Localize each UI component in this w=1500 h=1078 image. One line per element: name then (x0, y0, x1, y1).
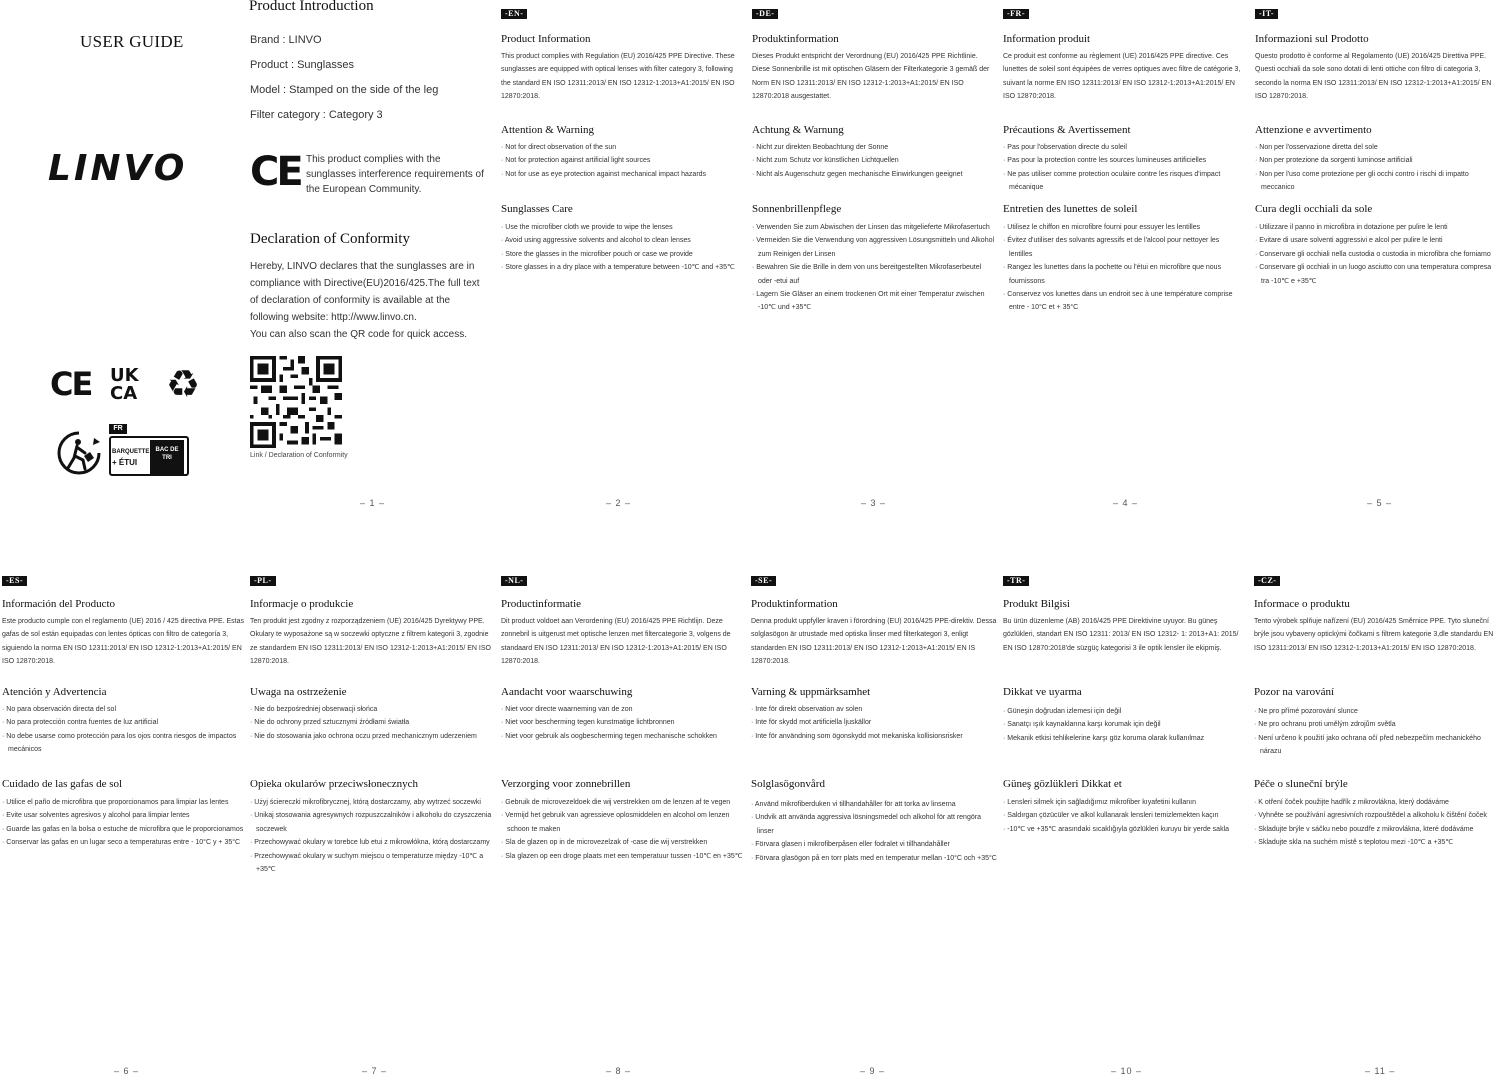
section-title: Cura degli occhiali da sole (1255, 203, 1373, 215)
section-title: Entretien des lunettes de soleil (1003, 203, 1138, 215)
page-number: – 5 – (1367, 498, 1393, 508)
list-item: · Verwenden Sie zum Abwischen der Linsen das mitgelieferte Mikrofasertuch (752, 224, 990, 231)
declaration-qr-hint: You can also scan the QR code for quick access. (250, 329, 467, 340)
page-tr (1003, 570, 1243, 833)
list-item: · Unikaj stosowania agresywnych rozpuszczalników i alkoholu do czyszczenia soczewek (250, 812, 492, 833)
brand-line: Brand : LINVO (250, 34, 322, 46)
list-item: · Guarde las gafas en la bolsa o estuche de microfibra que le proporcionamos (2, 825, 244, 833)
ce-icon: CE (250, 149, 301, 195)
page-number: – 11 – (1365, 1066, 1396, 1076)
language-tag: -ES- (2, 576, 27, 586)
section-title: Précautions & Avertissement (1003, 124, 1131, 136)
filter-category-line: Filter category : Category 3 (250, 109, 383, 121)
care-list (250, 796, 492, 876)
list-item: · Inte för användning som ögonskydd mot mekaniska kollisionsrisker (751, 732, 963, 740)
section-body: Ten produkt jest zgodny z rozporządzeniem (UE) 2016/425 Dyrektywy PPE. Okulary te wyposażone są w soczewki optyczne z filtrem kategorii 3, zgodnie ze standardem EN ISO 12311:2013/ EN ISO 12312-1:2013+A1:2015/ EN ISO 12870:2018. (250, 618, 491, 666)
list-item: · Not for direct observation of the sun (501, 144, 617, 151)
list-item: · Nie do ochrony przed sztucznymi źródłami światła (250, 719, 410, 727)
language-tag: -DE- (752, 9, 778, 19)
list-item: · Conservez vos lunettes dans un endroit sec à une température comprise entre - 10°C et + 35°C (1003, 291, 1233, 312)
language-tag: -CZ- (1254, 576, 1280, 586)
page-se (751, 570, 997, 862)
language-tag: -PL- (250, 576, 276, 586)
page-number: – 8 – (606, 1066, 632, 1076)
care-list (501, 221, 741, 275)
page-number: – 3 – (861, 498, 887, 508)
list-item: · Skladujte skla na suchém místě s teplotou mezi -10℃ a +35℃ (1254, 839, 1454, 847)
list-item: · Conservare gli occhiali nella custodia o custodia in microfibra che forniamo (1255, 250, 1491, 258)
warning-list (250, 703, 492, 743)
section-title: Achtung & Warnung (752, 124, 844, 136)
section-title: Péče o sluneční brýle (1254, 778, 1348, 790)
model-line: Model : Stamped on the side of the leg (250, 84, 439, 96)
section-body: This product complies with Regulation (EU) 2016/425 PPE Directive. These sunglasses are equipped with optical lenses with filter category 3, following the standard EN ISO 12311:2013/ EN ISO 12312-1:2013+A1:2015/ EN ISO 12870:2018. (501, 53, 735, 101)
language-tag: -EN- (501, 9, 527, 19)
warning-list (1003, 705, 1243, 745)
warning-list (1003, 141, 1243, 195)
product-introduction-title: Product Introduction (249, 0, 374, 14)
section-title: Produkt Bilgisi (1003, 598, 1070, 610)
list-item: · Pas pour la protection contre les sources lumineuses artificielles (1003, 157, 1207, 165)
section-title: Aandacht voor waarschuwing (501, 686, 633, 698)
page-number: – 9 – (860, 1066, 886, 1076)
list-item: · Använd mikrofiberduken vi tillhandahåller för att torka av linserna (751, 801, 956, 808)
section-body: Este producto cumple con el reglamento (UE) 2016 / 425 directiva PPE. Estas gafas de sol están equipadas con lentes ópticas con filtro de categoría 3, siguiendo la norma EN ISO 12311:2013/ EN ISO 12312-1:2013+A1:2015/ EN ISO 12870:2018. (2, 618, 245, 666)
list-item: · Rangez les lunettes dans la pochette ou l'étui en microfibre que nous fournissons (1003, 264, 1222, 285)
page-number: – 6 – (114, 1066, 140, 1076)
list-item: · Nie do stosowania jako ochrona oczu przed mechanicznym uderzeniem (250, 732, 477, 740)
section-body: Denna produkt uppfyller kraven i förordning (EU) 2016/425 PPE-direktiv. Dessa solglasögon är utrustade med optiska linser med filterkategori 3, enligt standarden EN ISO 12311:2013/ EN ISO 12312-1:2013+A1:2015/ EN IS 12870:2018. (751, 618, 997, 666)
section-title: Uwaga na ostrzeżenie (250, 686, 347, 698)
list-item: · Store glasses in a dry place with a temperature between -10℃ and +35℃ (501, 264, 735, 272)
warning-list (2, 703, 244, 757)
section-title: Attention & Warning (501, 124, 595, 136)
list-item: · Skladujte brýle v sáčku nebo pouzdře z mikrovlákna, které dodáváme (1254, 825, 1474, 833)
section-title: Informazioni sul Prodotto (1255, 33, 1369, 45)
list-item: · Ne pro přímé pozorování slunce (1254, 708, 1358, 715)
list-item: · Güneşin doğrudan izlemesi için değil (1003, 708, 1122, 715)
section-title: Cuidado de las gafas de sol (2, 778, 123, 790)
warning-list (501, 141, 741, 181)
list-item: · Nie do bezpośredniej obserwacji słońca (250, 706, 378, 713)
ukca-mark-icon (110, 367, 139, 403)
list-item: · Vermijd het gebruik van agressieve oplosmiddelen en alcohol om lenzen schoon te maken (501, 812, 730, 833)
list-item: · No para observación directa del sol (2, 706, 117, 713)
list-item: · No para protección contra fuentes de luz artificial (2, 719, 159, 727)
section-title: Opieka okularów przeciwsłonecznych (250, 778, 418, 790)
product-line: Product : Sunglasses (250, 59, 354, 71)
list-item: · Utilizzare il panno in microfibra in dotazione per pulire le lenti (1255, 224, 1448, 231)
list-item: · Avoid using aggressive solvents and alcohol to clean lenses (501, 237, 691, 245)
section-title: Produktinformation (751, 598, 838, 610)
care-list (1255, 221, 1497, 288)
page-en (501, 3, 741, 272)
user-guide-title: USER GUIDE (80, 32, 184, 51)
list-item: · Not for protection against artificial light sources (501, 157, 651, 165)
list-item: · Przechowywać okulary w torebce lub etui z mikrowłókna, którą dostarczamy (250, 839, 490, 847)
list-item: · Sla glazen op een droge plaats met een temperatuur tussen -10℃ en +35℃ (501, 852, 743, 860)
ukca-line-2: CA (110, 383, 138, 404)
language-tag: -IT- (1255, 9, 1278, 19)
section-title: Varning & uppmärksamhet (751, 686, 871, 698)
list-item: · Förvara glasen i mikrofiberpåsen eller fodralet vi tillhandahåller (751, 841, 950, 849)
page-nl (501, 570, 743, 860)
section-body: Ce produit est conforme au règlement (UE) 2016/425 PPE directive. Ces lunettes de soleil sont équipées de verres optiques avec filtre de catégorie 3, suivant la norme EN ISO 12311:2013/ EN ISO 12312-1:2013+A1:2015/ EN ISO 12870:2018. (1003, 53, 1241, 101)
list-item: · Conservar las gafas en un lugar seco a temperaturas entre - 10°C y + 35°C (2, 839, 241, 847)
section-body: Bu ürün düzenleme (AB) 2016/425 PPE Direktivine uyuyor. Bu güneş gözlükleri, standart EN ISO 12311: 2013/ EN ISO 12312- 1: 2013+A1: 2015/ EN ISO 12870:2018'de süzgüç kategorisi 3 ile optik lensler ile ekipmiş. (1003, 618, 1239, 652)
list-item: · Gebruik de microvezeldoek die wij verstrekken om de lenzen af te vegen (501, 799, 731, 806)
section-title: Informacje o produkcie (250, 598, 354, 610)
language-tag: -NL- (501, 576, 527, 586)
list-item: · K otření čoček použijte hadřík z mikrovlákna, který dodáváme (1254, 799, 1449, 806)
list-item: · Użyj ściereczki mikrofibrycznej, którą dostarczamy, aby wytrzeć soczewki (250, 799, 481, 806)
section-title: Informace o produktu (1254, 598, 1350, 610)
list-item: · Utilisez le chiffon en microfibre fourni pour essuyer les lentilles (1003, 224, 1201, 231)
list-item: · Store the glasses in the microfiber pouch or case we provide (501, 250, 693, 258)
list-item: · Niet voor gebruik als oogbescherming tegen mechanische schokken (501, 732, 717, 740)
list-item: · Przechowywać okulary w suchym miejscu o temperaturze między -10℃ a +35℃ (250, 852, 484, 874)
list-item: · No debe usarse como protección para los ojos contra riesgos de impactos mecánicos (2, 732, 237, 754)
declaration-text: Hereby, LINVO declares that the sunglasses are in compliance with Directive(EU)2016/425.The full text of declaration of conformity is available at the following website: http://www.linvo.cn. (250, 261, 480, 323)
triman-icon (56, 430, 102, 476)
section-body: Dit product voldoet aan Verordening (EU) 2016/425 PPE Richtlijn. Deze zonnebril is uitgerust met optische lenzen met filtercategorie 3, volgens de standaard EN ISO 12311:2013/ EN ISO 12312-1:2013+A1:2015/ EN ISO 12870:2018. (501, 618, 731, 666)
list-item: · Lagern Sie Gläser an einem trockenen Ort mit einer Temperatur zwischen -10℃ und +35℃ (752, 291, 985, 312)
list-item: · Non per l'osservazione diretta del sole (1255, 144, 1378, 151)
list-item: · Pas pour l'observation directe du soleil (1003, 144, 1127, 151)
section-title: Solglasögonvård (751, 778, 825, 790)
list-item: · Vermeiden Sie die Verwendung von aggressiven Lösungsmitteln und Alkohol zum Reinigen der Linsen (752, 237, 995, 258)
fr-badge-tag: FR (109, 424, 127, 434)
page-number: – 4 – (1113, 498, 1139, 508)
section-title: Productinformatie (501, 598, 582, 610)
section-title: Sunglasses Care (501, 203, 573, 215)
page-fr (1003, 3, 1243, 312)
page-pl (250, 570, 492, 874)
section-title: Verzorging voor zonnebrillen (501, 778, 631, 790)
care-list (1003, 796, 1243, 836)
care-list (501, 796, 745, 863)
declaration-title: Declaration of Conformity (250, 231, 410, 247)
qr-caption: Link / Declaration of Conformity (250, 452, 348, 459)
language-tag: -FR- (1003, 9, 1029, 19)
care-list (2, 796, 248, 850)
list-item: · Vyhněte se používání agresivních rozpouštědel a alkoholu k čištění čoček (1254, 812, 1487, 820)
section-title: Information produit (1003, 33, 1091, 45)
list-item: · Evite usar solventes agresivos y alcohol para limpiar lentes (2, 812, 190, 820)
page-number: – 7 – (362, 1066, 388, 1076)
list-item: · Není určeno k použití jako ochrana očí před nebezpečím mechanického nárazu (1254, 734, 1481, 756)
ce-compliance-text: This product complies with the sunglasses interference requirements of the European Community. (306, 154, 484, 195)
warning-list (751, 703, 997, 743)
qr-code-icon[interactable] (250, 356, 342, 448)
section-title: Güneş gözlükleri Dikkat et (1003, 778, 1122, 790)
page-it (1255, 3, 1497, 285)
care-list (751, 798, 997, 865)
list-item: · Ne pro ochranu proti umělým zdrojům světla (1254, 721, 1396, 729)
page-number: – 1 – (360, 498, 386, 508)
warning-list (1254, 705, 1498, 759)
list-item: · Inte för direkt observation av solen (751, 706, 863, 713)
list-item: · Sla de glazen op in de microvezelzak of -case die wij verstrekken (501, 839, 708, 847)
list-item: · Évitez d'utiliser des solvants agressifs et de l'alcool pour nettoyer les lentilles (1003, 237, 1220, 258)
warning-list (1255, 141, 1497, 195)
warning-list (501, 703, 743, 743)
section-title: Sonnenbrillenpflege (752, 203, 842, 215)
page-cz (1254, 570, 1498, 847)
list-item: · Niet voor bescherming tegen kunstmatige lichtbronnen (501, 719, 675, 727)
list-item: · Lensleri silmek için sağladığımız mikrofiber kıyafetini kullanın (1003, 799, 1196, 806)
section-title: Produktinformation (752, 33, 839, 45)
list-item: · Conservare gli occhiali in un luogo asciutto con una temperatura compresa tra -10℃ e +35℃ (1255, 264, 1492, 285)
list-item: · Undvik att använda aggressiva lösningsmedel och alkohol för att rengöra linser (751, 814, 981, 835)
language-tag: -SE- (751, 576, 776, 586)
page-de (752, 3, 996, 312)
language-tag: -TR- (1003, 576, 1029, 586)
list-item: · Nicht zur direkten Beobachtung der Sonne (752, 144, 889, 151)
list-item: · Use the microfiber cloth we provide to wipe the lenses (501, 224, 673, 231)
section-title: Pozor na varování (1254, 686, 1335, 698)
list-item: · Förvara glasögon på en torr plats med en temperatur mellan -10°C och +35°C (751, 854, 997, 862)
recycle-icon: ♻ (166, 364, 201, 406)
list-item: · Not for use as eye protection against mechanical impact hazards (501, 170, 707, 178)
list-item: · Non per protezione da sorgenti luminose artificiali (1255, 157, 1413, 165)
list-item: · Evitare di usare solventi aggressivi e alcol per pulire le lenti (1255, 237, 1443, 245)
fr-badge-line-2: + ÉTUI (112, 458, 138, 467)
sorting-bin-icon: BAC DE TRI (150, 440, 184, 474)
list-item: · Sanatçı ışık kaynaklarına karşı korumak için değil (1003, 721, 1161, 729)
section-title: Dikkat ve uyarma (1003, 686, 1082, 698)
care-list (752, 221, 996, 315)
list-item: · -10℃ ve +35℃ arasındaki sıcaklığıyla gözlükleri kuruyu bir yerde sakla (1003, 825, 1230, 833)
list-item: · Bewahren Sie die Brille in dem von uns bereitgestellten Mikrofaserbeutel oder -etui auf (752, 264, 982, 285)
page-number: – 2 – (606, 498, 632, 508)
section-body: Tento výrobek splňuje nařízení (EU) 2016/425 Směrnice PPE. Tyto sluneční brýle jsou vybaveny optickými čočkami s filtrem kategorie 3,dle standardu EN ISO 12311:2013/ EN ISO 12312-1:2013+A1:2015/ EN ISO 12870:2018. (1254, 618, 1494, 652)
list-item: · Niet voor directe waarneming van de zon (501, 706, 633, 713)
list-item: · Inte för skydd mot artificiella ljuskällor (751, 719, 872, 727)
section-title: Attenzione e avvertimento (1255, 124, 1372, 136)
ce-mark-icon: CE (50, 365, 92, 403)
list-item: · Non per l'uso come protezione per gli occhi contro i rischi di impatto meccanico (1255, 170, 1469, 192)
list-item: · Mekanik etkisi tehlikelerine karşı göz koruma olarak kullanılmaz (1003, 734, 1205, 742)
section-title: Información del Producto (2, 598, 116, 610)
care-list (1003, 221, 1243, 315)
section-body: Questo prodotto è conforme al Regolamento (UE) 2016/425 Direttiva PPE. Questi occhiali da sole sono dotati di lenti ottiche con filtro di categoria 3, secondo la norma EN ISO 12311:2013/ EN ISO 12312-1:2013+A1:2015/ EN ISO 12870:2018. (1255, 53, 1492, 101)
ukca-line-1: UK (110, 365, 139, 386)
list-item: · Nicht zum Schutz vor künstlichen Lichtquellen (752, 157, 899, 165)
page-es (2, 570, 245, 847)
section-title: Product Information (501, 33, 591, 45)
section-title: Atención y Advertencia (2, 686, 107, 698)
declaration-body (250, 258, 485, 343)
warning-list (752, 141, 996, 181)
linvo-logo: LINVO (48, 148, 188, 189)
list-item: · Nicht als Augenschutz gegen mechanische Einwirkungen geeignet (752, 170, 963, 178)
care-list (1254, 796, 1498, 850)
list-item: · Saldırgan çözücüler ve alkol kullanarak lensleri temizlemekten kaçın (1003, 812, 1219, 820)
page-number: – 10 – (1111, 1066, 1143, 1076)
section-body: Dieses Produkt entspricht der Verordnung (EU) 2016/425 PPE Richtlinie. Diese Sonnenbrille ist mit optischen Gläsern der Filterkategorie 3 gemäß der Norm EN ISO 12311:2013/ EN ISO 12312-1:2013+A1:2015/ EN ISO 12870:2018 ausgestattet. (752, 53, 990, 101)
fr-badge-line-1: BARQUETTE (112, 449, 150, 455)
list-item: · Ne pas utiliser comme protection oculaire contre les risques d'impact mécanique (1003, 170, 1221, 192)
list-item: · Utilice el paño de microfibra que proporcionamos para limpiar las lentes (2, 799, 229, 806)
